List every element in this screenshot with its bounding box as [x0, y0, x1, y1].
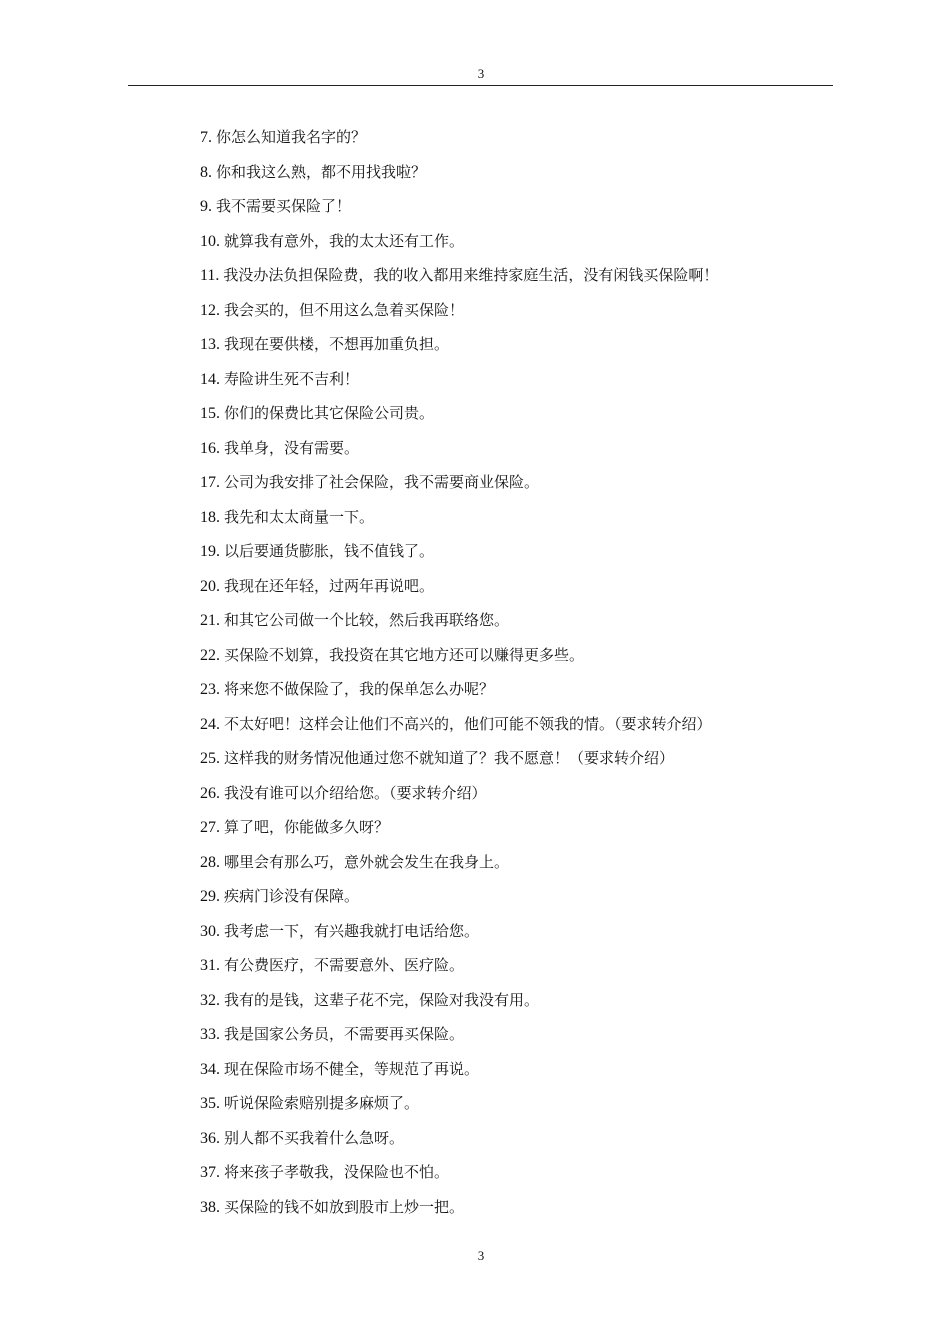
- item-number: 28.: [200, 853, 220, 871]
- list-item: [200, 1052, 840, 1087]
- item-number: 15.: [200, 405, 220, 422]
- list-item: [200, 948, 840, 983]
- item-number: 21.: [200, 612, 220, 629]
- item-text: 将来您不做保险了，我的保单怎么办呢？: [224, 680, 495, 698]
- list-item: [200, 155, 840, 190]
- item-text: 现在保险市场不健全，等规范了再说。: [224, 1059, 480, 1078]
- item-number: 38.: [200, 1198, 220, 1216]
- item-number: 37.: [200, 1164, 220, 1181]
- item-number: 17.: [200, 474, 220, 491]
- list-item: [200, 534, 840, 569]
- list-item: [200, 707, 840, 742]
- list-item: [200, 189, 840, 224]
- item-text: 我不需要买保险了！: [216, 197, 352, 215]
- item-text: 以后要通货膨胀，钱不值钱了。: [224, 542, 435, 560]
- item-number: 9.: [200, 198, 212, 215]
- list-item: [200, 258, 840, 293]
- item-number: 8.: [200, 163, 212, 181]
- objection-list: [200, 120, 840, 1224]
- item-text: 我现在要供楼，不想再加重负担。: [224, 335, 450, 353]
- item-number: 20.: [200, 577, 220, 595]
- item-text: 疾病门诊没有保障。: [224, 887, 360, 905]
- item-number: 35.: [200, 1095, 220, 1112]
- list-item: [200, 845, 840, 880]
- item-text: 你怎么知道我名字的？: [216, 128, 367, 146]
- list-item: [200, 1190, 840, 1225]
- item-number: 12.: [200, 301, 220, 319]
- item-text: 不太好吧！这样会让他们不高兴的，他们可能不领我的情。（要求转介绍）: [224, 714, 712, 733]
- item-text: 我单身，没有需要。: [224, 438, 360, 457]
- list-item: [200, 776, 840, 811]
- item-text: 你们的保费比其它保险公司贵。: [224, 404, 435, 422]
- item-text: 我没办法负担保险费，我的收入都用来维持家庭生活，没有闲钱买保险啊！: [223, 266, 719, 284]
- list-item: [200, 465, 840, 500]
- item-text: 算了吧，你能做多久呀？: [224, 818, 390, 836]
- list-item: [200, 1155, 840, 1190]
- header-divider: [128, 85, 833, 86]
- item-text: 买保险的钱不如放到股市上炒一把。: [224, 1197, 465, 1216]
- item-text: 寿险讲生死不吉利！: [224, 369, 360, 388]
- item-number: 36.: [200, 1129, 220, 1147]
- item-number: 13.: [200, 336, 220, 353]
- item-text: 我没有谁可以介绍给您。（要求转介绍）: [224, 783, 487, 802]
- item-number: 16.: [200, 439, 220, 457]
- item-text: 这样我的财务情况他通过您不就知道了？我不愿意！（要求转介绍）: [224, 749, 675, 767]
- list-item: [200, 983, 840, 1018]
- header-page-number: 3: [477, 66, 485, 81]
- item-number: 31.: [200, 957, 220, 974]
- list-item: [200, 569, 840, 604]
- list-item: [200, 431, 840, 466]
- item-number: 32.: [200, 991, 220, 1009]
- list-item: [200, 500, 840, 535]
- list-item: [200, 293, 840, 328]
- item-text: 公司为我安排了社会保险，我不需要商业保险。: [224, 473, 540, 491]
- item-number: 22.: [200, 646, 220, 664]
- list-item: [200, 914, 840, 949]
- list-item: [200, 1017, 840, 1052]
- item-text: 我考虑一下，有兴趣我就打电话给您。: [224, 921, 480, 940]
- item-number: 26.: [200, 784, 220, 802]
- item-number: 29.: [200, 888, 220, 905]
- item-text: 就算我有意外，我的太太还有工作。: [224, 231, 465, 250]
- item-text: 我会买的，但不用这么急着买保险！: [224, 300, 465, 319]
- item-text: 听说保险索赔别提多麻烦了。: [224, 1094, 420, 1112]
- item-text: 有公费医疗，不需要意外、医疗险。: [224, 956, 465, 974]
- item-text: 我是国家公务员，不需要再买保险。: [224, 1025, 465, 1043]
- item-number: 18.: [200, 508, 220, 526]
- list-item: [200, 1086, 840, 1121]
- list-item: [200, 810, 840, 845]
- list-item: [200, 672, 840, 707]
- item-number: 7.: [200, 129, 212, 146]
- list-item: [200, 327, 840, 362]
- list-item: [200, 1121, 840, 1156]
- list-item: [200, 120, 840, 155]
- list-item: [200, 224, 840, 259]
- item-number: 11.: [200, 267, 220, 284]
- item-text: 我先和太太商量一下。: [224, 507, 375, 526]
- item-text: 我现在还年轻，过两年再说吧。: [224, 576, 435, 595]
- list-item: [200, 362, 840, 397]
- item-number: 10.: [200, 232, 220, 250]
- list-item: [200, 396, 840, 431]
- item-text: 和其它公司做一个比较，然后我再联络您。: [224, 611, 510, 629]
- item-number: 23.: [200, 681, 220, 698]
- item-text: 买保险不划算，我投资在其它地方还可以赚得更多些。: [224, 645, 585, 664]
- footer-page-number: 3: [477, 1248, 485, 1263]
- list-item: [200, 638, 840, 673]
- item-number: 19.: [200, 543, 220, 560]
- item-number: 14.: [200, 370, 220, 388]
- item-number: 25.: [200, 750, 220, 767]
- item-text: 你和我这么熟，都不用找我啦？: [216, 162, 427, 181]
- item-number: 34.: [200, 1060, 220, 1078]
- item-number: 33.: [200, 1026, 220, 1043]
- list-item: [200, 879, 840, 914]
- item-number: 30.: [200, 922, 220, 940]
- list-item: [200, 603, 840, 638]
- item-text: 我有的是钱，这辈子花不完，保险对我没有用。: [224, 990, 540, 1009]
- list-item: [200, 741, 840, 776]
- item-number: 24.: [200, 715, 220, 733]
- item-number: 27.: [200, 819, 220, 836]
- item-text: 别人都不买我着什么急呀。: [224, 1128, 405, 1147]
- item-text: 哪里会有那么巧，意外就会发生在我身上。: [224, 852, 510, 871]
- item-text: 将来孩子孝敬我，没保险也不怕。: [224, 1163, 450, 1181]
